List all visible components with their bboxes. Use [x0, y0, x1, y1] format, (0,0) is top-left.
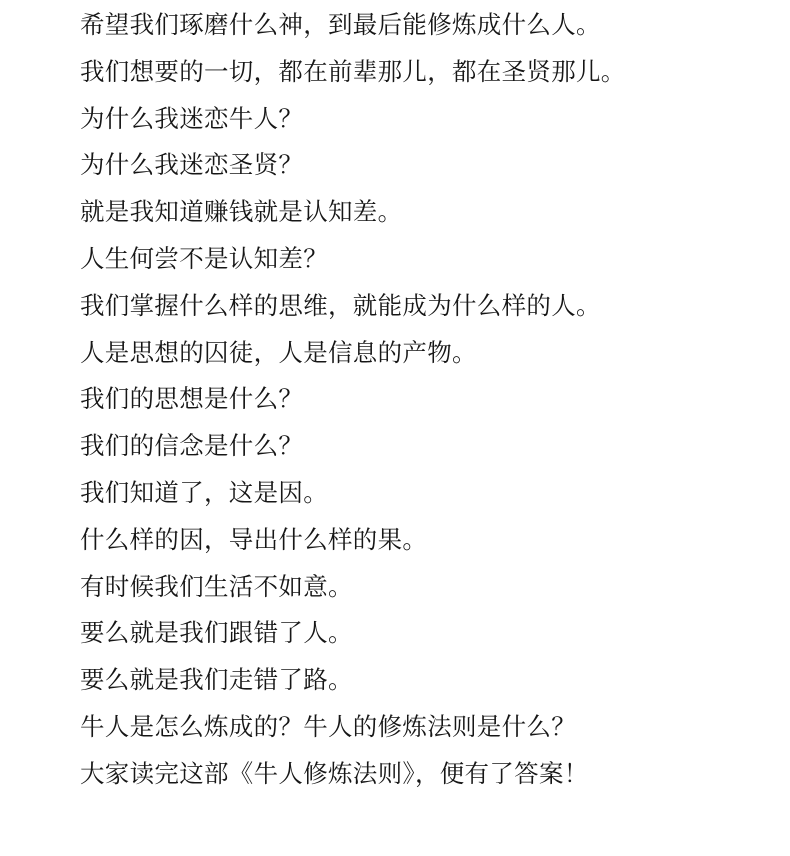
text-line: 为什么我迷恋圣贤？: [80, 150, 304, 180]
text-line: 我们掌握什么样的思维，就能成为什么样的人。: [80, 290, 601, 320]
text-line: 人是思想的囚徒，人是信息的产物。: [80, 337, 477, 367]
text-line: 要么就是我们跟错了人。: [80, 618, 353, 648]
text-line: 大家读完这部《牛人修炼法则》，便有了答案！: [80, 758, 589, 788]
text-line: 我们知道了，这是因。: [80, 477, 328, 507]
text-line: 希望我们琢磨什么神，到最后能修炼成什么人。: [80, 10, 601, 39]
text-line: 就是我知道赚钱就是认知差。: [80, 197, 403, 227]
text-line: 什么样的因，导出什么样的果。: [80, 524, 428, 554]
text-line: 我们的思想是什么？: [80, 384, 304, 414]
text-line: 牛人是怎么炼成的？牛人的修炼法则是什么？: [80, 711, 576, 741]
text-line: 有时候我们生活不如意。: [80, 571, 353, 601]
text-body: [80, 2, 770, 798]
text-line: 我们的信念是什么？: [80, 431, 304, 461]
text-line: 人生何尝不是认知差？: [80, 243, 328, 273]
text-line: 要么就是我们走错了路。: [80, 665, 353, 695]
text-line: 我们想要的一切，都在前辈那儿，都在圣贤那儿。: [80, 56, 626, 86]
text-line: 为什么我迷恋牛人？: [80, 103, 304, 133]
